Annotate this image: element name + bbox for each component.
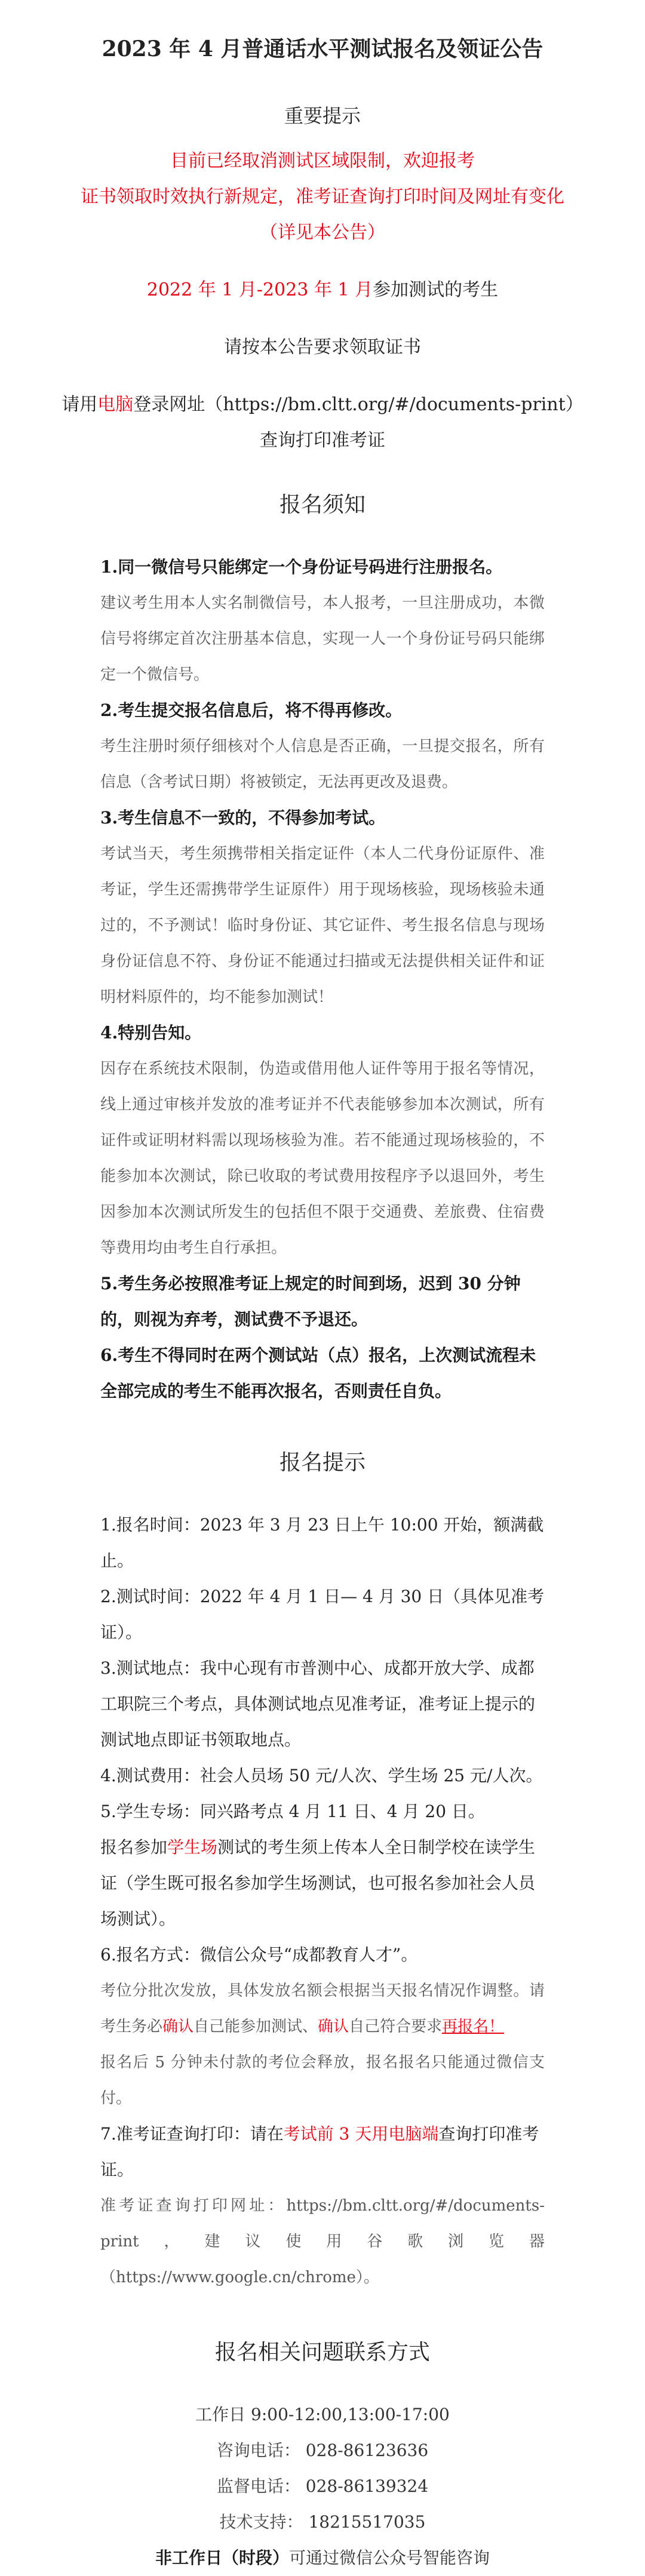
contact-hours: 工作日 9:00-12:00,13:00-17:00 (195, 2405, 450, 2424)
print-pre: 7.准考证查询打印：请在 (100, 2124, 284, 2144)
notice-line-certificate: 证书领取时效执行新规定，准考证查询打印时间及网址有变化 (81, 186, 564, 207)
confirm-highlight-2: 确认 (318, 2018, 349, 2036)
important-notice (0, 143, 645, 251)
date-range-line (0, 272, 645, 308)
certificate-instruction: 请按本公告要求领取证书 (224, 337, 421, 358)
contact-heading: 报名相关问题联系方式 (214, 2340, 430, 2365)
print-post: 查询打印准考证。 (100, 2124, 539, 2180)
tip-test-location: 3.测试地点：我中心现有市普测中心、成都开放大学、成都工职院三个考点，具体测试地点见准考证，准考证上提示的测试地点即证书领取地点。 (100, 1658, 536, 1750)
notice-item-2-title: 2.考生提交报名信息后，将不得再修改。 (100, 700, 403, 720)
tips-section (0, 1507, 645, 2295)
notice-heading: 报名须知 (279, 493, 366, 517)
tip-student-session-body (100, 1830, 545, 1937)
tip-registration-method: 6.报名方式：微信公众号“成都教育人才”。 (100, 1945, 418, 1965)
consult-phone-label: 咨询电话： (216, 2440, 300, 2460)
tip-registration-method-body (100, 1973, 545, 2045)
notice-item-6-title: 6.考生不得同时在两个测试站（点）报名，上次测试流程未全部完成的考生不能再次报名，否则责任自负。 (100, 1345, 536, 1401)
method-body-a: 考位分批次发放，具体发放名额会根据当天报名情况作调整。请考生务必 (100, 1982, 545, 2036)
notice-item-5-title: 5.考生务必按照准考证上规定的时间到场，迟到 30 分钟的，则视为弃考，测试费不予退还。 (100, 1274, 521, 1329)
contact-section (0, 2397, 645, 2576)
consult-phone-row (0, 2433, 645, 2469)
notice-item-3-title: 3.考生信息不一致的，不得参加考试。 (100, 808, 386, 828)
offhours-label: 非工作日（时段） (155, 2548, 289, 2568)
tips-heading: 报名提示 (279, 1450, 366, 1475)
offhours-text: 可通过微信公众号智能咨询 (289, 2548, 490, 2568)
date-range-highlight: 2022 年 1 月-2023 年 1 月 (146, 279, 373, 300)
notice-item-2-body: 考生注册时须仔细核对个人信息是否正确，一旦提交报名，所有信息（含考试日期）将被锁定，无法再更改及退费。 (100, 737, 545, 791)
login-computer-highlight: 电脑 (97, 394, 134, 415)
tip-test-time: 2.测试时间：2022 年 4 月 1 日— 4 月 30 日（具体见准考证）。 (100, 1587, 545, 1642)
login-instruction (0, 387, 645, 423)
tip-payment-note: 报名后 5 分钟未付款的考位会释放，报名报名只能通过微信支付。 (100, 2054, 545, 2107)
page-title: 2023 年 4 月普通话水平测试报名及领证公告 (102, 36, 543, 62)
student-body-post: 测试的考生须上传本人全日制学校在读学生证（学生既可报名参加学生场测试，也可报名参加社会人员场测试）。 (100, 1837, 536, 1929)
method-body-c: 自己符合要求 (349, 2018, 443, 2036)
supervise-phone-label: 监督电话： (216, 2476, 300, 2496)
tip-admission-print (100, 2116, 545, 2188)
print-highlight: 考试前 3 天用电脑端 (283, 2124, 439, 2144)
notice-line-restrictions: 目前已经取消测试区域限制，欢迎报考 (170, 150, 475, 171)
tech-support-label: 技术支持： (219, 2512, 303, 2532)
tech-support-row (0, 2504, 645, 2540)
tip-student-session: 5.学生专场：同兴路考点 4 月 11 日、4 月 20 日。 (100, 1802, 485, 1821)
supervise-phone-value: 028-86139324 (305, 2476, 429, 2496)
student-body-pre: 报名参加 (100, 1837, 168, 1857)
offhours-row (0, 2540, 645, 2576)
notice-item-1-body: 建议考生用本人实名制微信号，本人报考，一旦注册成功，本微信号将绑定首次注册基本信息，实现一人一个身份证号码只能绑定一个微信号。 (100, 594, 545, 684)
notice-item-3-body: 考试当天，考生须携带相关指定证件（本人二代身份证原件、准考证，学生还需携带学生证原件）用于现场核验，现场核验未通过的，不予测试！临时身份证、其它证件、考生报名信息与现场身份证信息不符、身份证不能通过扫描或无法提供相关证件和证明材料原件的，均不能参加测试！ (100, 845, 545, 1006)
consult-phone-value: 028-86123636 (305, 2440, 429, 2460)
login-url-text: 登录网址（https://bm.cltt.org/#/documents-print） (133, 394, 583, 415)
tech-support-value: 18215517035 (308, 2512, 426, 2532)
tip-registration-time: 1.报名时间：2023 年 3 月 23 日上午 10:00 开始，额满截止。 (100, 1515, 544, 1570)
login-instruction-line2: 查询打印准考证 (260, 430, 385, 451)
notice-item-4-title: 4.特别告知。 (100, 1023, 202, 1043)
tip-admission-print-body: 准考证查询打印网址：https://bm.cltt.org/#/documents-print，建议使用谷歌浏览器（https://www.google.cn/chrome）。 (100, 2197, 545, 2286)
date-range-text: 参加测试的考生 (373, 279, 499, 300)
confirm-highlight-1: 确认 (162, 2018, 194, 2036)
tip-test-fee: 4.测试费用：社会人员场 50 元/人次、学生场 25 元/人次。 (100, 1766, 543, 1785)
login-pre: 请用 (62, 394, 98, 415)
supervise-phone-row (0, 2469, 645, 2504)
notice-line-see-detail: （详见本公告） (260, 222, 385, 243)
notice-item-1-title: 1.同一微信号只能绑定一个身份证号码进行注册报名。 (100, 557, 503, 577)
student-session-highlight: 学生场 (167, 1837, 218, 1857)
notice-section (0, 549, 645, 1409)
register-again-highlight: 再报名！ (442, 2018, 505, 2036)
method-body-b: 自己能参加测试、 (194, 2018, 318, 2036)
notice-item-4-body: 因存在系统技术限制，伪造或借用他人证件等用于报名等情况，线上通过审核并发放的准考证并不代表能够参加本次测试，所有证件或证明材料需以现场核验为准。若不能通过现场核验的，不能参加本次测试，除已收取的考试费用按程序予以退回外，考生因参加本次测试所发生的包括但不限于交通费、差旅费、住宿费等费用均由考生自行承担。 (100, 1060, 545, 1257)
important-heading: 重要提示 (284, 104, 361, 127)
